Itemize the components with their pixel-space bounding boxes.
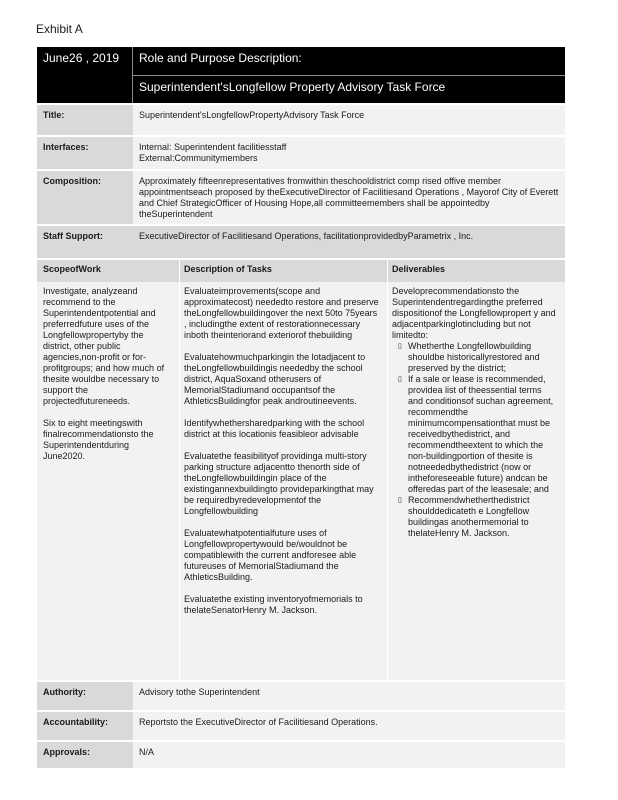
- header-title-line1: Role and Purpose Description:: [139, 51, 302, 65]
- task-paragraph: Evaluatehowmuchparkingin the lotadjacent to theLongfellowbuildingis neededby the school district, AquaSoxand otherusers of MemorialStadiumand occupantsof the AthleticsBuildingfor peak androutineevents.: [184, 352, 366, 406]
- role-description-table: [37, 47, 565, 770]
- task-paragraph: Evaluateimprovements(scope and approximatecost) neededto restore and preserve theLongfellowbuildingover the next 50to 75years , includingthe extent of restorationnecessary inboth theinteriorand exteriorof thebuilding: [184, 286, 379, 340]
- deliverable-text: If a sale or lease is recommended, providea list of theessential terms and conditionsof suchan agreement, recommendthe minimumcompensationthat must be receivedbythedistrict, and recommendtheextent to which the non-buildingportion of thesite is notneededbythedistrict (now or intheforeseeable future) andcan be offeredas part of the leasesale; and: [408, 374, 554, 494]
- bullet-glyph: ▯: [398, 497, 402, 504]
- header-date: June26 , 2019: [37, 47, 133, 103]
- row-authority: [37, 682, 565, 712]
- row-value: Reportsto the ExecutiveDirector of Facilitiesand Operations.: [133, 712, 565, 740]
- header-title: [133, 47, 565, 103]
- row-label: Authority:: [43, 687, 86, 697]
- row-staff-support: [37, 226, 565, 260]
- row-approvals: [37, 742, 565, 770]
- task-paragraph: Evaluatethe feasibilityof providinga multi-story parking structure adjacentto thenorth side of theLongfellowbuildingin place of the existingannexbuildingto provideparkingthat may be requiredbyredevelopmentof the Longfellowbuilding: [184, 451, 374, 516]
- row-value: Advisory tothe Superintendent: [133, 682, 565, 710]
- deliverable-text: Recommendwhetherthedistrict shoulddedicateth e Longfellow buildingas anothermemorial to thelateHenry M. Jackson.: [408, 495, 530, 538]
- task-paragraph: Evaluatewhatpotentialfuture uses of Longfellowpropertywould be/wouldnot be compatiblewith the current andforesee able futureuses of MemorialStadiumand the AthleticsBuilding.: [184, 528, 357, 582]
- row-value: ExecutiveDirector of Facilitiesand Operations, facilitationprovidedbyParametrix , Inc.: [139, 231, 474, 241]
- row-value: N/A: [133, 742, 565, 768]
- exhibit-label: Exhibit A: [36, 22, 83, 36]
- row-label: Approvals:: [43, 747, 91, 757]
- column-header-deliverables: Deliverables: [387, 260, 565, 282]
- scope-of-work-cell: [37, 282, 179, 680]
- bullet-glyph: ▯: [398, 376, 402, 383]
- deliverables-intro: Developrecommendationsto the Superintendentregardingthe preferred dispositionof the Longfellowpropert y and adjacentparkinglotincluding but not limitedto:: [392, 286, 556, 340]
- interface-internal: Internal: Superintendent facilitiesstaff: [139, 142, 287, 152]
- row-label: Composition:: [43, 176, 101, 186]
- deliverable-bullet: [392, 374, 559, 495]
- scope-paragraph: Investigate, analyzeand recommend to the Superintendentpotential and preferredfuture uses of the Longfellowpropertyby the district, other public agencies,non-profit or for-profitgroups; and how much of thesite wouldbe necessary to support the projectedfutureneeds.: [43, 286, 165, 406]
- row-value: [133, 137, 565, 169]
- description-of-tasks-cell: [179, 282, 387, 680]
- task-paragraph: Identifywhethersharedparking with the school district at this locationis feasibleor advisable: [184, 418, 365, 439]
- columns-header-row: [37, 260, 565, 282]
- row-label: Title:: [43, 110, 65, 120]
- row-interfaces: [37, 137, 565, 171]
- deliverable-bullet: [392, 341, 559, 374]
- interface-external: External:Communitymembers: [139, 153, 258, 163]
- row-composition: [37, 171, 565, 226]
- deliverable-text: Whetherthe Longfellowbuilding shouldbe historicallyrestored and preserved by the district;: [408, 341, 540, 373]
- deliverable-bullet: [392, 495, 559, 539]
- bullet-glyph: ▯: [398, 343, 402, 350]
- row-label: Accountability:: [43, 717, 109, 727]
- columns-body-row: [37, 282, 565, 682]
- row-accountability: [37, 712, 565, 742]
- scope-paragraph: Six to eight meetingswith finalrecommendationsto the Superintendentduring June2020.: [43, 418, 154, 461]
- deliverables-cell: [387, 282, 565, 680]
- row-value: Superintendent'sLongfellowPropertyAdvisory Task Force: [133, 105, 565, 135]
- header-title-line2: Superintendent'sLongfellow Property Advisory Task Force: [133, 75, 565, 100]
- task-paragraph: Evaluatethe existing inventoryofmemorials to thelateSenatorHenry M. Jackson.: [184, 594, 363, 615]
- row-label: Staff Support:: [43, 231, 103, 241]
- row-title: [37, 105, 565, 137]
- column-header-scope: ScopeofWork: [37, 260, 179, 282]
- header-bar: [37, 47, 565, 103]
- row-value: Approximately fifteenrepresentatives fromwithin theschooldistrict comp rised offive member appointmentseach proposed by theExecutiveDirector of Facilitiesand Operations , Mayorof City of Everett and Chief StrategicOfficer of Housing Hope,all committeemembers shall be appointedby theSuperintendent: [133, 171, 565, 224]
- column-header-tasks: Description of Tasks: [179, 260, 387, 282]
- row-label: Interfaces:: [43, 142, 89, 152]
